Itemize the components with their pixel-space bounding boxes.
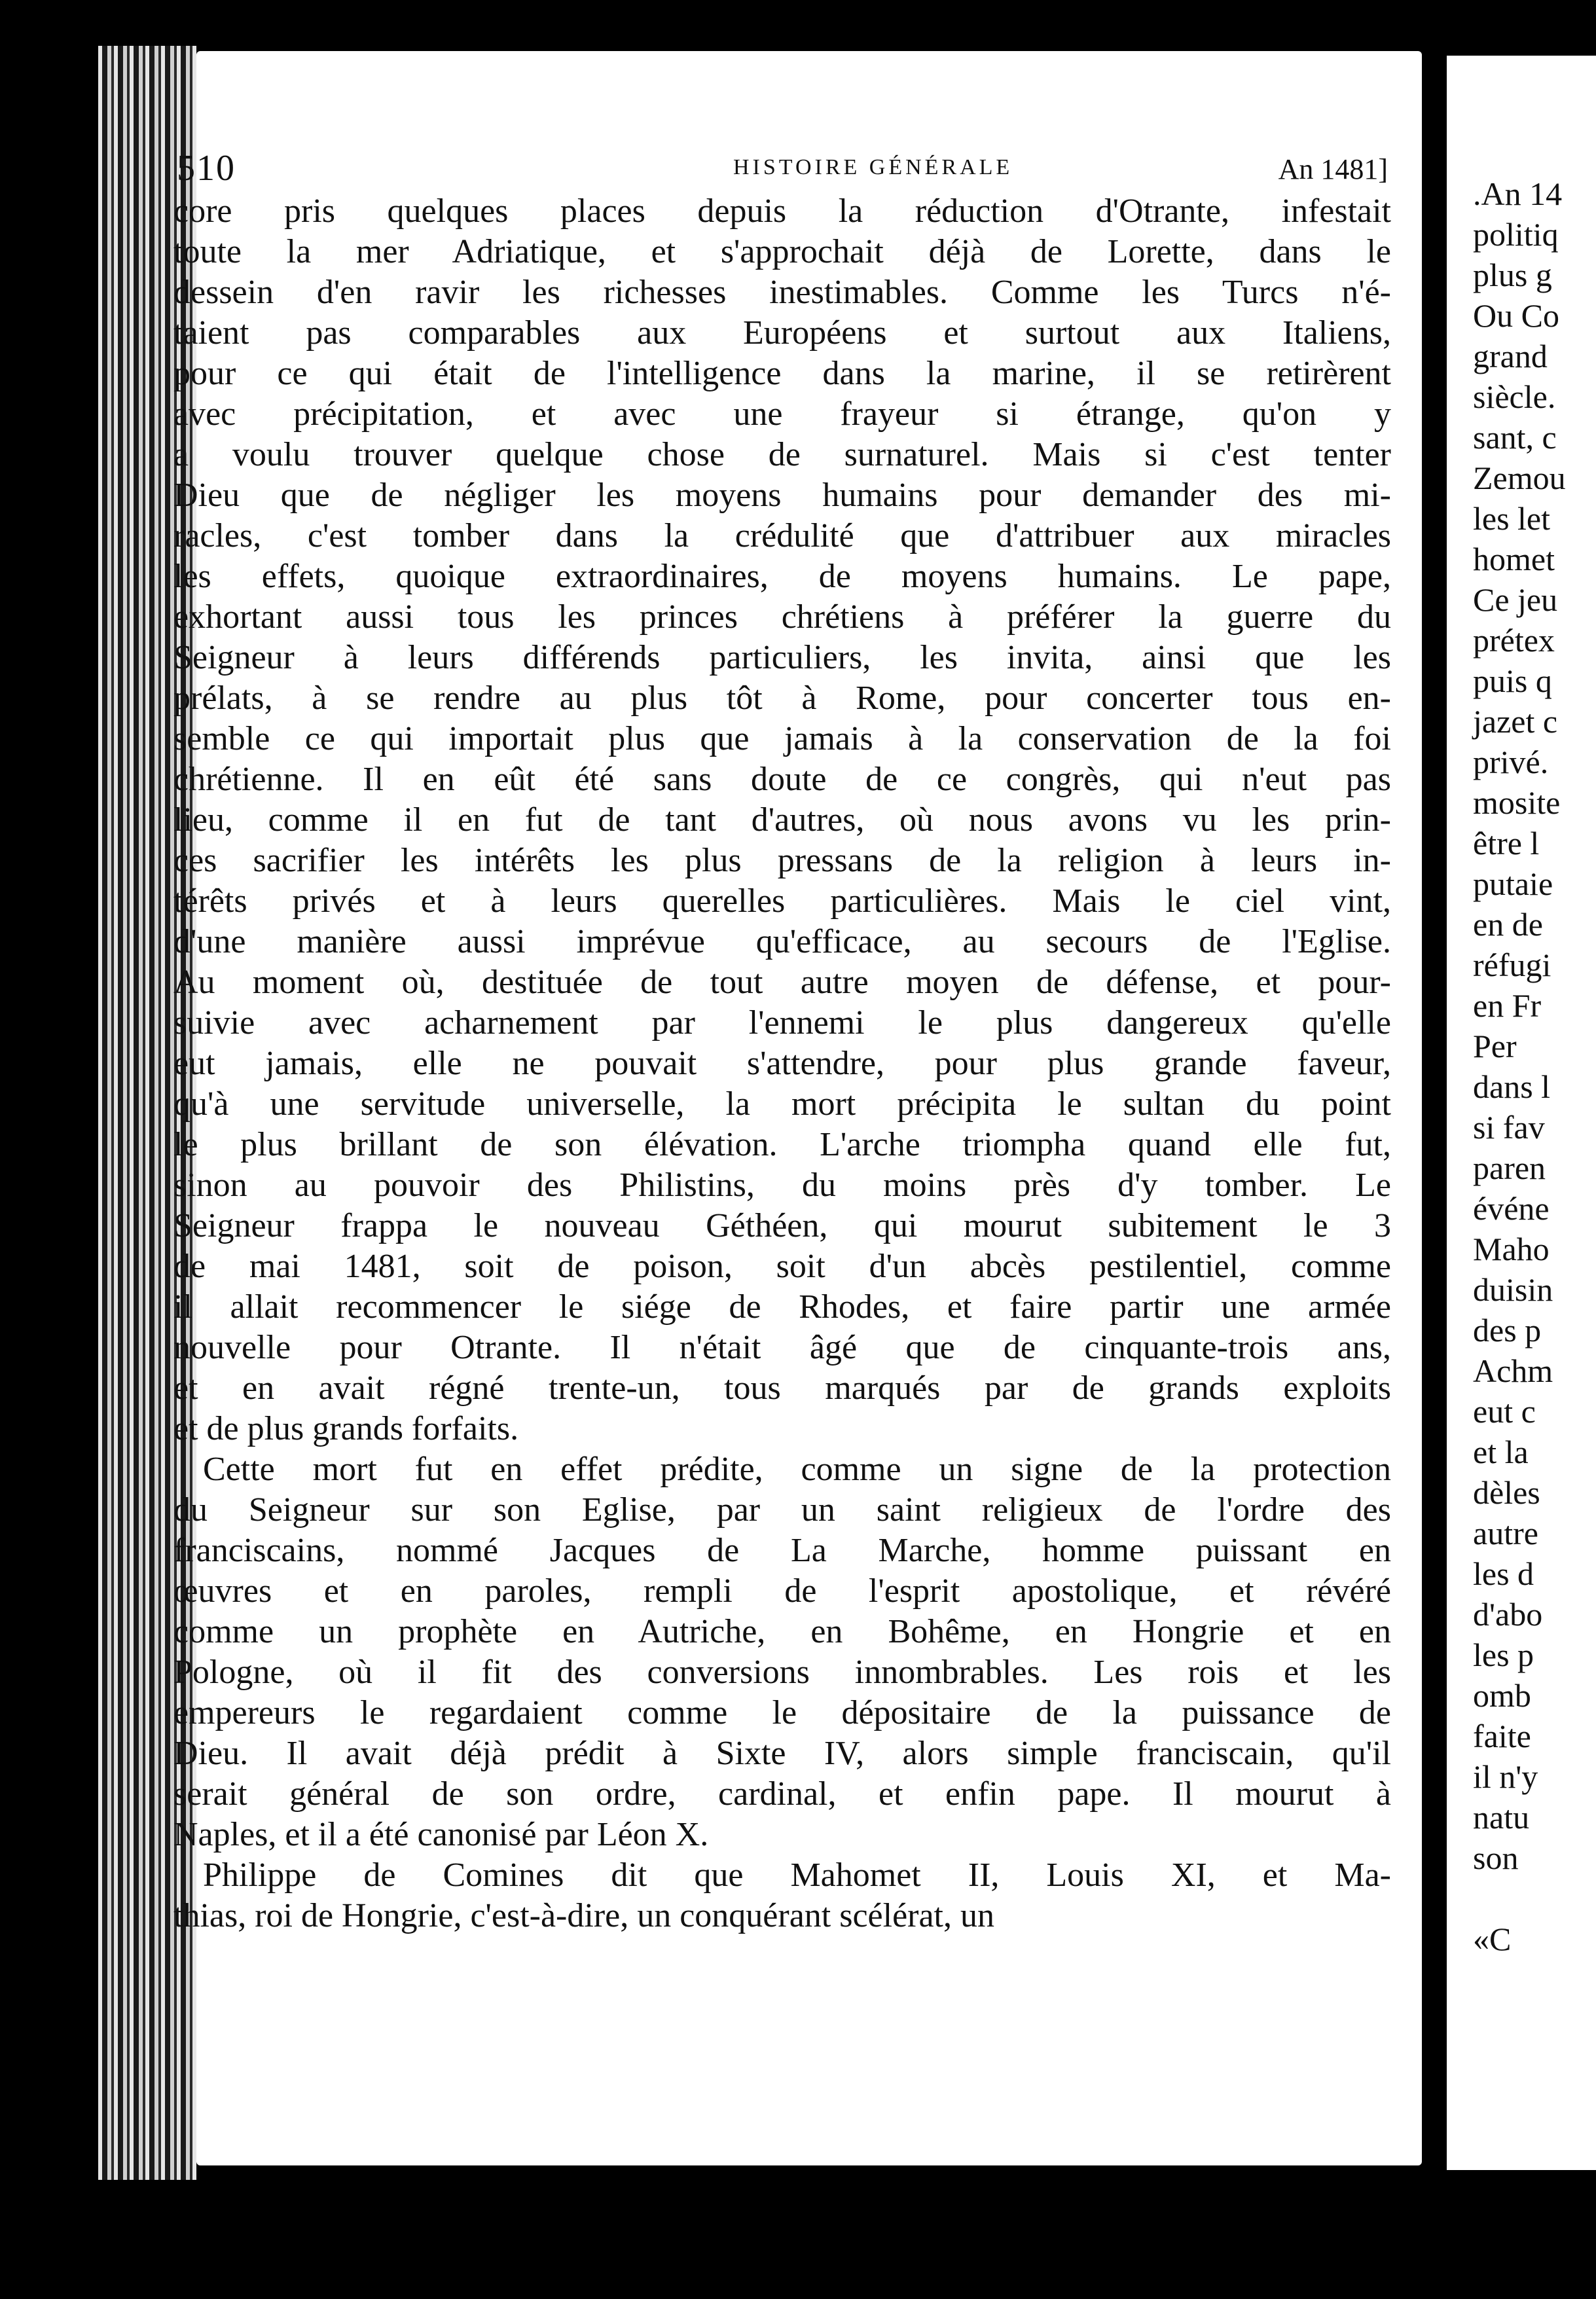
text-line: eut jamais, elle ne pouvait s'attendre, pour plus grande faveur, bbox=[173, 1045, 1391, 1082]
year-marker: An 1481] bbox=[1278, 153, 1388, 185]
right-page-line: les d bbox=[1473, 1555, 1534, 1592]
text-line: œuvres et en paroles, rempli de l'esprit apostolique, et révéré bbox=[173, 1572, 1391, 1610]
text-line: le plus brillant de son élévation. L'arche triompha quand elle fut, bbox=[173, 1126, 1391, 1163]
text-line: toute la mer Adriatique, et s'approchait déjà de Lorette, dans le bbox=[173, 233, 1391, 270]
body-text bbox=[173, 191, 1391, 1936]
text-line: pour ce qui était de l'intelligence dans la marine, il se retirèrent bbox=[173, 355, 1391, 392]
right-page-line: Zemou bbox=[1473, 460, 1566, 496]
right-page-line: .An 14 bbox=[1473, 175, 1563, 212]
text-line: comme un prophète en Autriche, en Bohême, en Hongrie et en bbox=[173, 1613, 1391, 1650]
text-line: chrétienne. Il en eût été sans doute de ce congrès, qui n'eut pas bbox=[173, 761, 1391, 798]
text-line: Seigneur frappa le nouveau Géthéen, qui mourut subitement le 3 bbox=[173, 1207, 1391, 1244]
right-page-line: Ce jeu bbox=[1473, 581, 1558, 618]
right-page-line: duisin bbox=[1473, 1271, 1553, 1308]
text-line: de mai 1481, soit de poison, soit d'un abcès pestilentiel, comme bbox=[173, 1248, 1391, 1285]
right-page-line: homet bbox=[1473, 541, 1555, 577]
text-line: serait général de son ordre, cardinal, et enfin pape. Il mourut à bbox=[173, 1775, 1391, 1813]
text-line: racles, c'est tomber dans la crédulité que d'attribuer aux miracles bbox=[173, 517, 1391, 554]
right-page-line: des p bbox=[1473, 1312, 1542, 1349]
right-page-line: siècle. bbox=[1473, 378, 1556, 415]
right-page-line: «C bbox=[1473, 1921, 1512, 1957]
text-line: d'une manière aussi imprévue qu'efficace, au secours de l'Eglise. bbox=[173, 923, 1391, 960]
running-title: HISTOIRE GÉNÉRALE bbox=[733, 155, 1013, 179]
right-page-line: en de bbox=[1473, 906, 1543, 943]
text-line: avec précipitation, et avec une frayeur si étrange, qu'on y bbox=[173, 395, 1391, 433]
right-page-line: natu bbox=[1473, 1799, 1530, 1836]
text-line: a voulu trouver quelque chose de surnaturel. Mais si c'est tenter bbox=[173, 436, 1391, 473]
text-line: et de plus grands forfaits. bbox=[173, 1410, 519, 1447]
right-page-line: privé. bbox=[1473, 744, 1549, 780]
text-line: semble ce qui importait plus que jamais à la conservation de la foi bbox=[173, 720, 1391, 757]
right-page-line: en Fr bbox=[1473, 987, 1542, 1024]
text-line: dessein d'en ravir les richesses inestimables. Comme les Turcs n'é- bbox=[173, 274, 1391, 311]
right-page-line: plus g bbox=[1473, 257, 1552, 293]
right-page-line: d'abo bbox=[1473, 1596, 1543, 1633]
right-page-line: les let bbox=[1473, 500, 1551, 537]
right-page-line: événe bbox=[1473, 1190, 1550, 1227]
right-page-line: Per bbox=[1473, 1028, 1517, 1064]
text-line: Seigneur à leurs différends particuliers, les invita, ainsi que les bbox=[173, 639, 1391, 676]
right-page-line: putaie bbox=[1473, 865, 1553, 902]
text-line: core pris quelques places depuis la réduction d'Otrante, infestait bbox=[173, 192, 1391, 230]
text-line: taient pas comparables aux Européens et surtout aux Italiens, bbox=[173, 314, 1391, 352]
right-page-line bbox=[1447, 1878, 1566, 1919]
right-page-line: omb bbox=[1473, 1677, 1531, 1714]
right-page-line: être l bbox=[1473, 825, 1540, 861]
text-line: Philippe de Comines dit que Mahomet II, Louis XI, et Ma- bbox=[203, 1856, 1391, 1894]
right-page-line: les p bbox=[1473, 1637, 1534, 1673]
right-page-line: Maho bbox=[1473, 1231, 1550, 1267]
right-page-line: grand bbox=[1473, 338, 1548, 374]
right-page-line: eut c bbox=[1473, 1393, 1536, 1430]
text-line: thias, roi de Hongrie, c'est-à-dire, un conquérant scélérat, un bbox=[173, 1897, 994, 1934]
right-page-line: Ou Co bbox=[1473, 297, 1559, 334]
text-line: nouvelle pour Otrante. Il n'était âgé que de cinquante-trois ans, bbox=[173, 1329, 1391, 1366]
right-page-edge bbox=[1447, 56, 1596, 2170]
right-page-line: jazet c bbox=[1473, 703, 1558, 740]
right-page-line: si fav bbox=[1473, 1109, 1545, 1146]
text-line: ces sacrifier les intérêts les plus pressans de la religion à leurs in- bbox=[173, 842, 1391, 879]
page-number: 510 bbox=[177, 148, 236, 189]
right-page-text bbox=[1447, 173, 1566, 1959]
text-line: prélats, à se rendre au plus tôt à Rome, pour concerter tous en- bbox=[173, 679, 1391, 717]
right-page-line: faite bbox=[1473, 1718, 1531, 1754]
text-line: lieu, comme il en fut de tant d'autres, où nous avons vu les prin- bbox=[173, 801, 1391, 839]
right-page-line: puis q bbox=[1473, 662, 1552, 699]
text-line: Au moment où, destituée de tout autre moyen de défense, et pour- bbox=[173, 964, 1391, 1001]
right-page-line: prétex bbox=[1473, 622, 1555, 659]
right-page-line: son bbox=[1473, 1839, 1519, 1876]
page-header bbox=[177, 147, 1388, 193]
text-line: exhortant aussi tous les princes chrétiens à préférer la guerre du bbox=[173, 598, 1391, 636]
right-page-line: autre bbox=[1473, 1515, 1538, 1551]
text-line: et en avait régné trente-un, tous marqués par de grands exploits bbox=[173, 1369, 1391, 1407]
text-line: Naples, et il a été canonisé par Léon X. bbox=[173, 1816, 709, 1853]
right-page-line: il n'y bbox=[1473, 1758, 1538, 1795]
text-line: térêts privés et à leurs querelles particulières. Mais le ciel vint, bbox=[173, 882, 1391, 920]
text-line: Dieu que de négliger les moyens humains pour demander des mi- bbox=[173, 477, 1391, 514]
right-page-line: et la bbox=[1473, 1434, 1529, 1470]
text-line: il allait recommencer le siége de Rhodes, et faire partir une armée bbox=[173, 1288, 1391, 1326]
text-line: franciscains, nommé Jacques de La Marche, homme puissant en bbox=[173, 1532, 1391, 1569]
text-line: les effets, quoique extraordinaires, de moyens humains. Le pape, bbox=[173, 558, 1391, 595]
right-page-line: dèles bbox=[1473, 1474, 1540, 1511]
right-page-line: dans l bbox=[1473, 1068, 1551, 1105]
right-page-line: sant, c bbox=[1473, 419, 1557, 456]
right-page-line: Achm bbox=[1473, 1352, 1553, 1389]
right-page-line: mosite bbox=[1473, 784, 1561, 821]
text-line: sinon au pouvoir des Philistins, du moins près d'y tomber. Le bbox=[173, 1167, 1391, 1204]
right-page-line: politiq bbox=[1473, 216, 1559, 253]
text-line: Pologne, où il fit des conversions innombrables. Les rois et les bbox=[173, 1654, 1391, 1691]
right-page-line: paren bbox=[1473, 1150, 1546, 1186]
text-line: Dieu. Il avait déjà prédit à Sixte IV, alors simple franciscain, qu'il bbox=[173, 1735, 1391, 1772]
text-line: qu'à une servitude universelle, la mort précipita le sultan du point bbox=[173, 1085, 1391, 1123]
right-page-line: réfugi bbox=[1473, 947, 1551, 983]
text-line: empereurs le regardaient comme le dépositaire de la puissance de bbox=[173, 1694, 1391, 1731]
text-line: Cette mort fut en effet prédite, comme un signe de la protection bbox=[203, 1451, 1391, 1488]
text-line: suivie avec acharnement par l'ennemi le plus dangereux qu'elle bbox=[173, 1004, 1391, 1041]
text-line: du Seigneur sur son Eglise, par un saint religieux de l'ordre des bbox=[173, 1491, 1391, 1529]
